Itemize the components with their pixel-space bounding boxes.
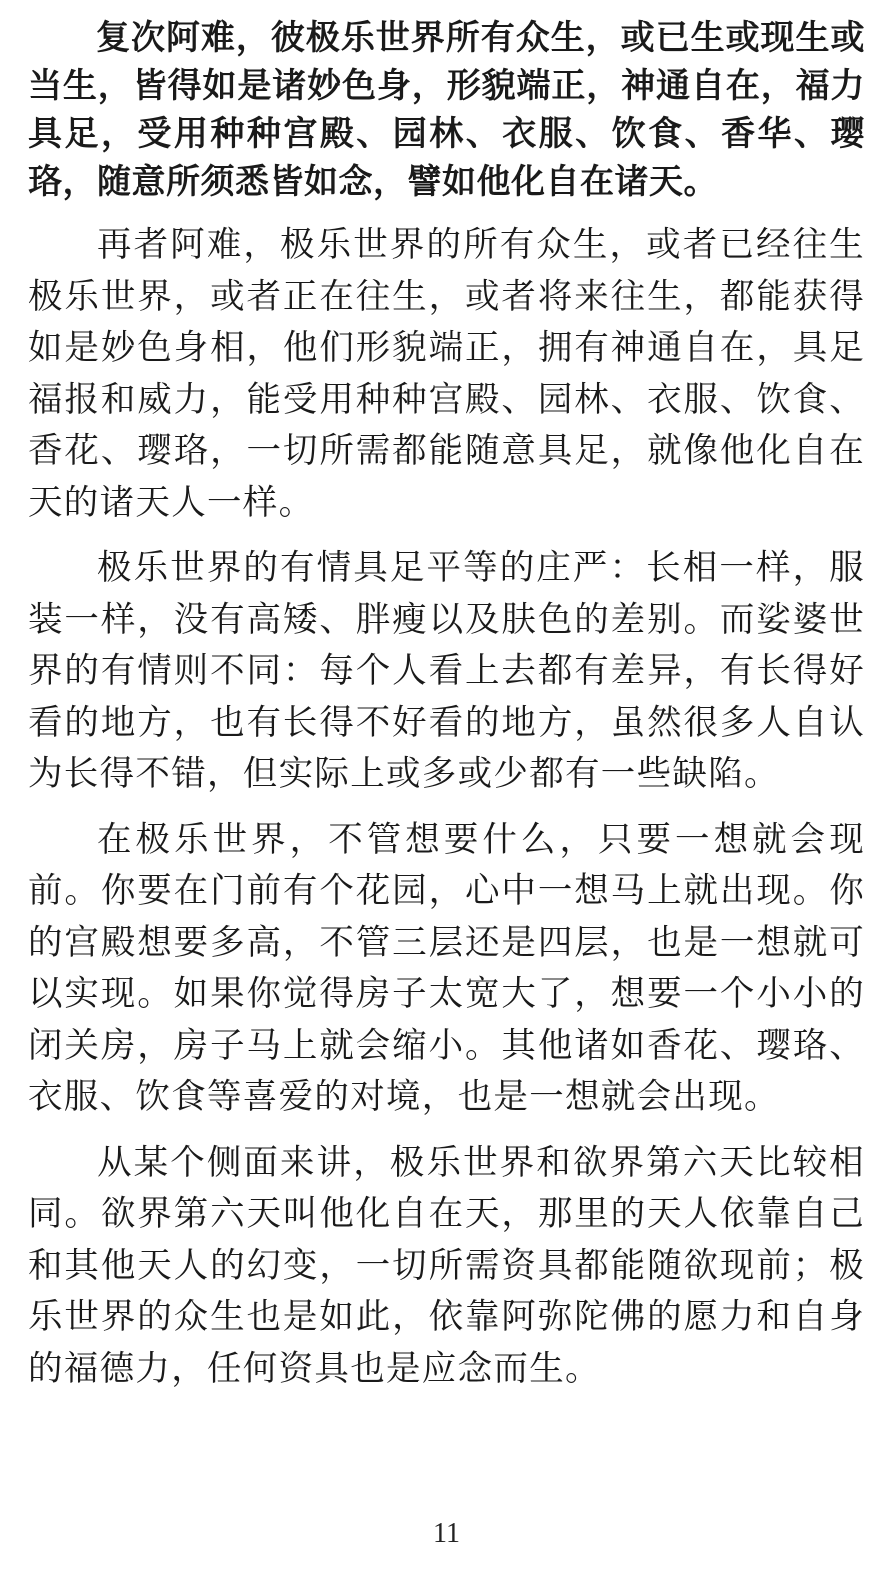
commentary-paragraph-3: 在极乐世界，不管想要什么，只要一想就会现前。你要在门前有个花园，心中一想马上就出现。你的宫殿想要多高，不管三层还是四层，也是一想就可以实现。如果你觉得房子太宽大了，想要一个小小的闭关房，房子马上就会缩小。其他诸如香花、璎珞、衣服、饮食等喜爱的对境，也是一想就会出现。 [28,819,865,1117]
sutra-paragraph: 复次阿难，彼极乐世界所有众生，或已生或现生或当生，皆得如是诸妙色身，形貌端正，神通自在，福力具足，受用种种宫殿、园林、衣服、饮食、香华、璎珞，随意所须悉皆如念，譬如他化自在诸天。 [28,18,865,202]
commentary-paragraph-1: 再者阿难，极乐世界的所有众生，或者已经往生极乐世界，或者正在往生，或者将来往生，都能获得如是妙色身相，他们形貌端正，拥有神通自在，具足福报和威力，能受用种种宫殿、园林、衣服、饮食、香花、璎珞，一切所需都能随意具足，就像他化自在天的诸天人一样。 [28,225,865,523]
page-number: 11 [433,1518,460,1549]
commentary-paragraph-2: 极乐世界的有情具足平等的庄严：长相一样，服装一样，没有高矮、胖瘦以及肤色的差别。而娑婆世界的有情则不同：每个人看上去都有差异，有长得好看的地方，也有长得不好看的地方，虽然很多人自认为长得不错，但实际上或多或少都有一些缺陷。 [28,548,865,794]
page-body [28,14,865,1409]
commentary-paragraph-4: 从某个侧面来讲，极乐世界和欲界第六天比较相同。欲界第六天叫他化自在天，那里的天人依靠自己和其他天人的幻变，一切所需资具都能随欲现前；极乐世界的众生也是如此，依靠阿弥陀佛的愿力和自身的福德力，任何资具也是应念而生。 [28,1142,865,1389]
